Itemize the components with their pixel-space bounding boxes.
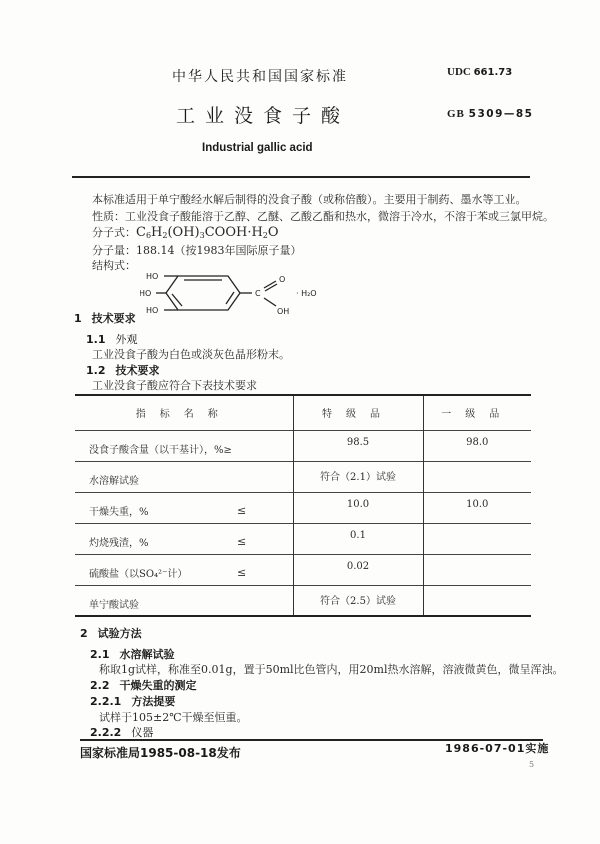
section-2-2-2-heading: 2.2.2 仪器 xyxy=(90,726,154,739)
premium-value: 98.5 xyxy=(293,430,423,461)
ho-group-1: HO xyxy=(146,272,159,281)
standard-org-heading: 中华人民共和国国家标准 xyxy=(172,69,348,85)
section-2-2-1-heading: 2.2.1 方法提要 xyxy=(90,695,176,708)
row-name: 水溶解试验 xyxy=(89,476,139,487)
structural-formula-diagram xyxy=(140,266,340,320)
table-row xyxy=(75,585,531,616)
molecular-weight: 分子量：188.14（按1983年国际原子量） xyxy=(92,244,302,257)
header-divider xyxy=(72,176,530,178)
table-row xyxy=(75,554,531,585)
formula-label: 分子式： xyxy=(92,226,136,239)
ho-group-3: HO xyxy=(146,306,159,315)
comparison-sign: ≤ xyxy=(237,565,247,579)
benzene-ring-icon xyxy=(140,266,340,320)
technical-requirements-table xyxy=(75,394,531,617)
first-value xyxy=(423,554,531,585)
premium-value: 0.1 xyxy=(293,523,423,554)
premium-value: 10.0 xyxy=(293,492,423,523)
document-title-cn: 工业没食子酸 xyxy=(176,105,351,127)
issue-date: 国家标准局1985-08-18发布 xyxy=(80,746,241,760)
table-row xyxy=(75,523,531,554)
comparison-sign: ≤ xyxy=(237,534,247,548)
carbon-atom: C xyxy=(255,289,261,298)
oxygen-atom: O xyxy=(279,275,286,284)
premium-value: 符合（2.1）试验 xyxy=(293,461,423,492)
header-premium-grade: 特级品 xyxy=(293,395,423,430)
gb-label: GB xyxy=(447,108,465,120)
section-2-1-text: 称取1g试样，称准至0.01g，置于50ml比色管内，用20ml热水溶解，溶液微黄色，微呈浑浊。 xyxy=(99,663,564,676)
row-name: 硫酸盐（以SO₄²⁻计） xyxy=(89,569,188,580)
section-1-1-text: 工业没食子酸为白色或淡灰色晶形粉末。 xyxy=(92,348,290,361)
premium-value: 符合（2.5）试验 xyxy=(293,585,423,616)
first-value xyxy=(423,461,531,492)
udc-value: 661.73 xyxy=(473,67,513,78)
section-2-heading: 2 试验方法 xyxy=(80,627,142,640)
page-number: 5 xyxy=(529,760,535,769)
first-value xyxy=(423,585,531,616)
section-2-2-1-text: 试样于105±2℃干燥至恒重。 xyxy=(99,711,248,724)
row-name: 灼烧残渣，% xyxy=(89,538,149,549)
section-2-1-heading: 2.1 水溶解试验 xyxy=(90,648,175,661)
oh-group: OH xyxy=(277,307,290,316)
effective-date: 1986-07-01实施 xyxy=(445,742,550,755)
header-first-grade: 一级品 xyxy=(423,395,531,430)
table-row xyxy=(75,492,531,523)
section-1-2-text: 工业没食子酸应符合下表技术要求 xyxy=(92,379,257,392)
table-row xyxy=(75,430,531,461)
first-value: 10.0 xyxy=(423,492,531,523)
table-header-row xyxy=(75,395,531,430)
table-row xyxy=(75,461,531,492)
gb-value: 5309—85 xyxy=(468,108,534,120)
section-1-heading: 1 技术要求 xyxy=(74,312,136,325)
molecular-formula: 分子式：$C_6H_2(OH)_3COOH\cdot H_2O$ xyxy=(92,225,279,240)
properties-text: 性质：工业没食子酸能溶于乙醇、乙醚、乙酸乙酯和热水，微溶于冷水，不溶于苯或三氯甲烷。 xyxy=(92,210,554,223)
hydrate-label: · H₂O xyxy=(296,289,317,298)
scope-text: 本标准适用于单宁酸经水解后制得的没食子酸（或称倍酸）。主要用于制药、墨水等工业。 xyxy=(92,193,527,206)
udc-label: UDC xyxy=(447,66,471,78)
first-value xyxy=(423,523,531,554)
premium-value: 0.02 xyxy=(293,554,423,585)
gb-code xyxy=(447,108,534,120)
header-indicator-name: 指标名称 xyxy=(75,395,293,430)
comparison-sign: ≤ xyxy=(237,503,247,517)
first-value: 98.0 xyxy=(423,430,531,461)
udc-code xyxy=(447,66,512,78)
section-1-2-heading: 1.2 技术要求 xyxy=(86,364,160,377)
row-name: 干燥失重，% xyxy=(89,507,149,518)
section-1-1-heading: 1.1 外观 xyxy=(86,333,138,346)
ho-group-2: HO xyxy=(140,289,152,298)
section-2-2-heading: 2.2 干燥失重的测定 xyxy=(90,679,197,692)
row-name: 没食子酸含量（以干基计），%≥ xyxy=(89,445,232,456)
row-name: 单宁酸试验 xyxy=(89,599,139,611)
structure-label: 结构式： xyxy=(92,259,136,272)
document-title-en: Industrial gallic acid xyxy=(202,142,313,154)
